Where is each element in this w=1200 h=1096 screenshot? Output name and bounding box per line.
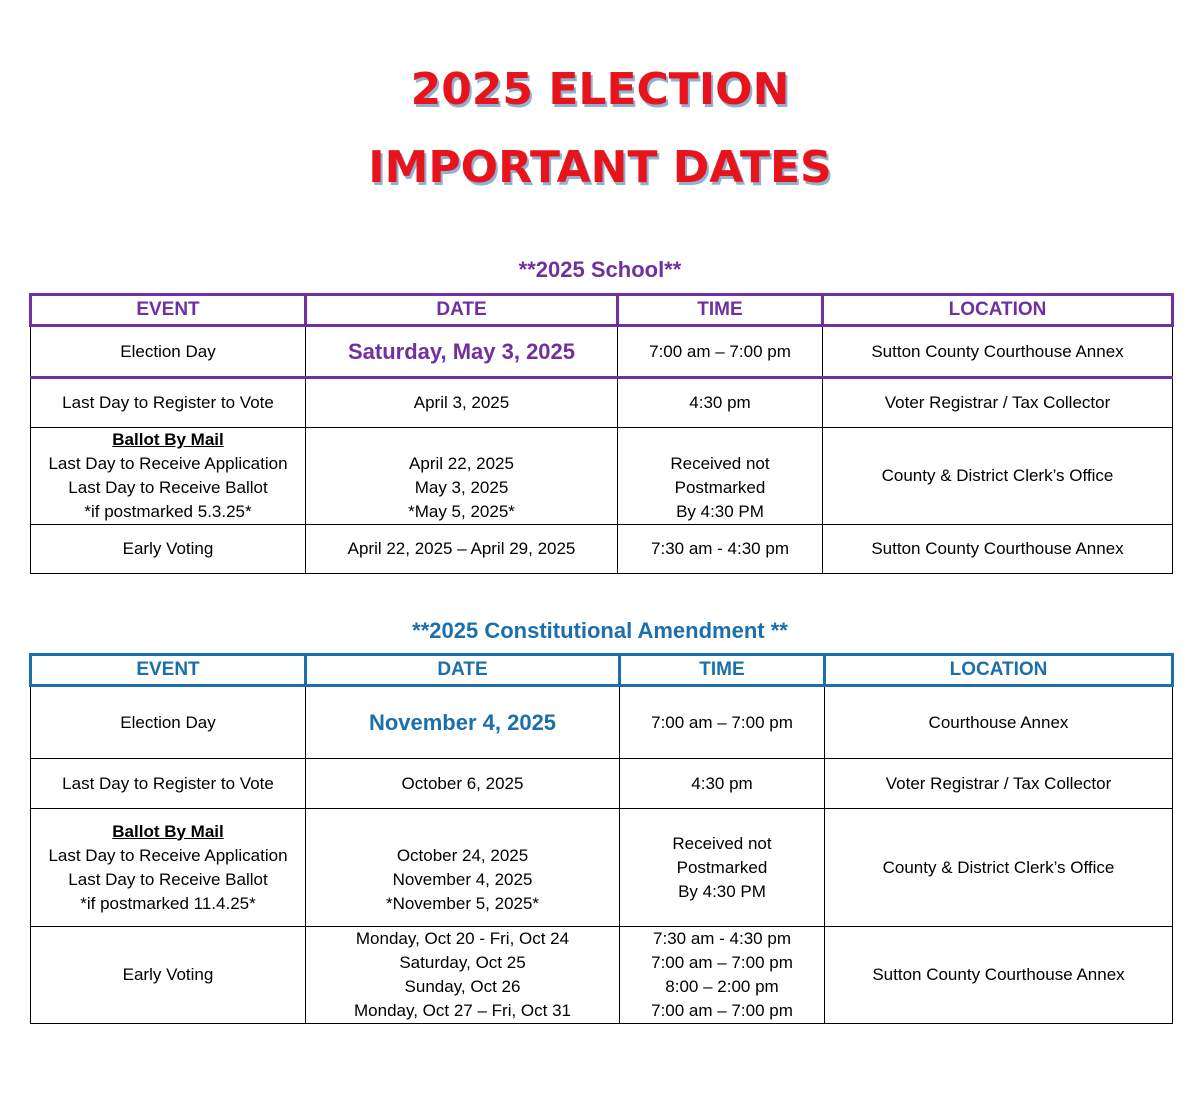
date-line: *May 5, 2025* — [408, 502, 515, 521]
time-cell: 4:30 pm — [618, 378, 823, 428]
table-row — [31, 759, 1173, 809]
election-date-cell: Saturday, May 3, 2025 — [306, 326, 618, 378]
location-cell: Sutton County Courthouse Annex — [823, 525, 1173, 574]
date-cell — [306, 927, 620, 1024]
header-time: TIME — [620, 655, 825, 686]
time-cell — [620, 927, 825, 1024]
table-row — [31, 378, 1173, 428]
location-cell: Sutton County Courthouse Annex — [825, 927, 1173, 1024]
event-cell: Early Voting — [31, 525, 306, 574]
time-line: By 4:30 PM — [678, 881, 766, 901]
event-line: *if postmarked 5.3.25* — [84, 502, 252, 521]
table-row — [31, 326, 1173, 378]
time-line: 8:00 – 2:00 pm — [665, 977, 779, 996]
time-line: Received not — [672, 833, 772, 853]
date-line: May 3, 2025 — [414, 478, 509, 497]
location-cell: County & District Clerk’s Office — [825, 809, 1173, 927]
date-cell: October 6, 2025 — [306, 759, 620, 809]
event-line: *if postmarked 11.4.25* — [80, 893, 256, 913]
date-line: April 22, 2025 — [409, 454, 514, 473]
date-cell — [306, 809, 620, 927]
time-line: By 4:30 PM — [676, 502, 764, 521]
location-cell: Voter Registrar / Tax Collector — [825, 759, 1173, 809]
date-line: Monday, Oct 20 - Fri, Oct 24 — [355, 929, 570, 948]
amendment-table — [29, 653, 1174, 1024]
main-title-line2: IMPORTANT DATES — [368, 142, 832, 193]
header-event: EVENT — [31, 655, 306, 686]
time-cell — [618, 428, 823, 525]
time-cell: 7:00 am – 7:00 pm — [618, 326, 823, 378]
date-line: *November 5, 2025* — [385, 893, 540, 913]
header-date: DATE — [306, 295, 618, 326]
event-cell — [31, 428, 306, 525]
event-line: Last Day to Receive Application — [48, 454, 288, 473]
time-cell — [620, 809, 825, 927]
time-cell: 7:00 am – 7:00 pm — [620, 686, 825, 759]
date-line: Monday, Oct 27 – Fri, Oct 31 — [354, 1001, 571, 1020]
time-cell: 4:30 pm — [620, 759, 825, 809]
header-location: LOCATION — [825, 655, 1173, 686]
date-cell: April 22, 2025 – April 29, 2025 — [306, 525, 618, 574]
location-cell: Sutton County Courthouse Annex — [823, 326, 1173, 378]
event-line: Last Day to Receive Ballot — [68, 478, 268, 497]
date-line: November 4, 2025 — [392, 869, 533, 889]
date-line: October 24, 2025 — [396, 845, 529, 865]
table-row — [31, 428, 1173, 525]
date-cell — [306, 428, 618, 525]
event-cell: Last Day to Register to Vote — [31, 378, 306, 428]
location-cell: Courthouse Annex — [825, 686, 1173, 759]
table-header-row — [31, 655, 1173, 686]
amendment-section-title: **2025 Constitutional Amendment ** — [412, 618, 788, 643]
header-event: EVENT — [31, 295, 306, 326]
time-line: 7:30 am - 4:30 pm — [653, 929, 791, 948]
time-line: 7:00 am – 7:00 pm — [651, 953, 793, 972]
time-line: 7:00 am – 7:00 pm — [651, 1001, 793, 1020]
time-line: Received not — [670, 454, 770, 473]
header-time: TIME — [618, 295, 823, 326]
event-cell — [31, 809, 306, 927]
time-line: Postmarked — [676, 857, 768, 877]
school-section-title: **2025 School** — [518, 257, 682, 282]
event-line: Last Day to Receive Application — [48, 845, 288, 865]
date-cell: April 3, 2025 — [306, 378, 618, 428]
event-cell: Early Voting — [31, 927, 306, 1024]
event-cell: Election Day — [31, 686, 306, 759]
table-row — [31, 525, 1173, 574]
event-line: Last Day to Receive Ballot — [68, 869, 268, 889]
time-line: Postmarked — [674, 478, 766, 497]
header-date: DATE — [306, 655, 620, 686]
date-line: Sunday, Oct 26 — [404, 977, 521, 996]
event-cell: Election Day — [31, 326, 306, 378]
table-header-row — [31, 295, 1173, 326]
event-cell: Last Day to Register to Vote — [31, 759, 306, 809]
ballot-by-mail-heading: Ballot By Mail — [112, 821, 224, 841]
main-title-line1: 2025 ELECTION — [410, 64, 790, 115]
table-row — [31, 927, 1173, 1024]
header-location: LOCATION — [823, 295, 1173, 326]
table-row — [31, 686, 1173, 759]
location-cell: County & District Clerk’s Office — [823, 428, 1173, 525]
ballot-by-mail-heading: Ballot By Mail — [112, 430, 224, 449]
school-table — [29, 293, 1174, 574]
time-cell: 7:30 am - 4:30 pm — [618, 525, 823, 574]
election-date-cell: November 4, 2025 — [306, 686, 620, 759]
table-row — [31, 809, 1173, 927]
date-line: Saturday, Oct 25 — [399, 953, 526, 972]
location-cell: Voter Registrar / Tax Collector — [823, 378, 1173, 428]
